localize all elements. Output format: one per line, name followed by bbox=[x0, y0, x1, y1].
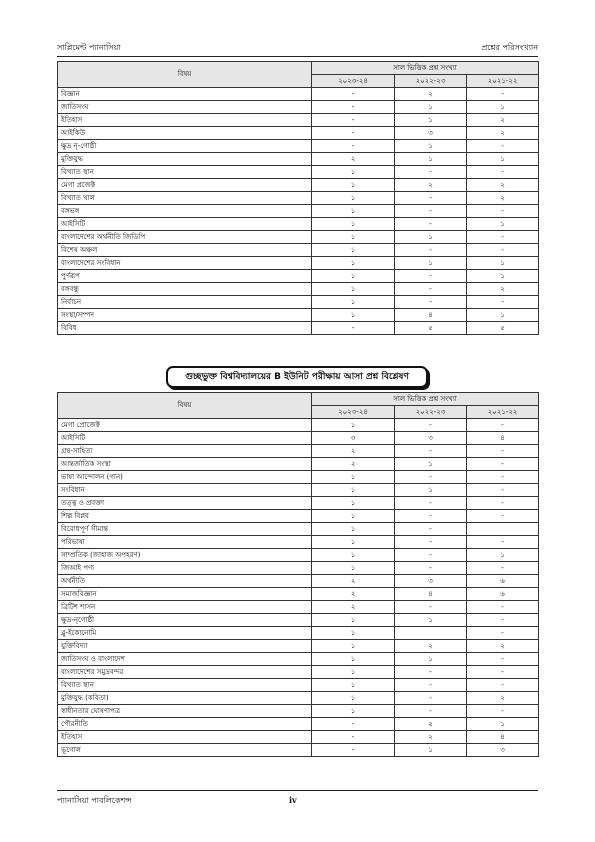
subject-cell: বিখ্যাত স্থান bbox=[58, 166, 312, 179]
count-cell: ১ bbox=[312, 523, 395, 536]
count-cell: ১ bbox=[312, 549, 395, 562]
count-cell: - bbox=[467, 166, 539, 179]
subject-cell: ক্ষুদ্র-নৃগোষ্ঠী bbox=[58, 614, 312, 627]
count-cell: ১ bbox=[312, 497, 395, 510]
table-row bbox=[58, 614, 539, 627]
count-cell: ১ bbox=[312, 296, 395, 309]
count-cell: ২ bbox=[312, 575, 395, 588]
table-row bbox=[58, 575, 539, 588]
count-cell: - bbox=[467, 562, 539, 575]
table-row bbox=[58, 244, 539, 257]
table-row bbox=[58, 309, 539, 322]
table-row bbox=[58, 270, 539, 283]
year-group-header: সাল ভিত্তিক প্রশ্ন সংখ্যা bbox=[312, 62, 539, 75]
count-cell: - bbox=[467, 679, 539, 692]
count-cell: - bbox=[467, 88, 539, 101]
subject-cell: বিখ্যাত স্থান bbox=[58, 679, 312, 692]
count-cell: ১ bbox=[395, 458, 467, 471]
count-cell: ১ bbox=[312, 205, 395, 218]
table-row bbox=[58, 497, 539, 510]
year-header: ২০২২-২৩ bbox=[395, 75, 467, 88]
count-cell: ৩ bbox=[312, 432, 395, 445]
count-cell: - bbox=[395, 601, 467, 614]
subject-cell: পুর্ণরূপ bbox=[58, 270, 312, 283]
count-cell: - bbox=[395, 205, 467, 218]
count-cell: - bbox=[467, 601, 539, 614]
table-row bbox=[58, 640, 539, 653]
count-cell: - bbox=[467, 419, 539, 432]
count-cell: - bbox=[395, 445, 467, 458]
subject-cell: বিশেষ অঞ্চল bbox=[58, 244, 312, 257]
count-cell: ২ bbox=[395, 179, 467, 192]
count-cell: ১ bbox=[312, 244, 395, 257]
count-cell: ২ bbox=[312, 601, 395, 614]
table-row bbox=[58, 231, 539, 244]
count-cell: ১ bbox=[395, 114, 467, 127]
table-row bbox=[58, 666, 539, 679]
table-row bbox=[58, 705, 539, 718]
count-cell: ১ bbox=[312, 270, 395, 283]
count-cell: ১ bbox=[312, 309, 395, 322]
subject-cell: আইসিটি bbox=[58, 218, 312, 231]
subject-cell: জাতিসংঘ ও বাংলাদেশ bbox=[58, 653, 312, 666]
count-cell: - bbox=[467, 445, 539, 458]
table-row bbox=[58, 692, 539, 705]
count-cell: - bbox=[395, 192, 467, 205]
page-header bbox=[57, 42, 538, 56]
count-cell: ১ bbox=[395, 257, 467, 270]
subject-cell: বঙ্গভঙ্গ bbox=[58, 205, 312, 218]
subject-cell: মেগা প্রোজেক্ট bbox=[58, 419, 312, 432]
subject-cell: বঙ্গবন্ধু bbox=[58, 283, 312, 296]
count-cell: ৫ bbox=[395, 322, 467, 335]
subject-cell: ইতিহাস bbox=[58, 731, 312, 744]
subject-cell: বিবিধ bbox=[58, 322, 312, 335]
count-cell: ৫ bbox=[395, 718, 467, 731]
year-header: ২০২৩-২৪ bbox=[312, 406, 395, 419]
subject-cell: মুক্তিযুদ্ধ bbox=[58, 153, 312, 166]
section-banner: গুচ্ছভুক্ত বিশ্ববিদ্যালয়ের B ইউনিট পরীক্ষায় আসা প্রশ্ন বিশ্লেষণ bbox=[166, 366, 428, 388]
count-cell: - bbox=[395, 679, 467, 692]
subject-cell: ক্ষুদ্র নৃ-গোষ্ঠী bbox=[58, 140, 312, 153]
table-row bbox=[58, 179, 539, 192]
count-cell: ১ bbox=[312, 692, 395, 705]
count-cell: ৬ bbox=[467, 588, 539, 601]
table-row bbox=[58, 114, 539, 127]
subject-cell: সাম্প্রতিক (জাহাজ অপহরণ) bbox=[58, 549, 312, 562]
count-cell: - bbox=[395, 283, 467, 296]
subject-cell: অর্থনীতি bbox=[58, 575, 312, 588]
table-row bbox=[58, 484, 539, 497]
subject-cell: ইতিহাস bbox=[58, 114, 312, 127]
table-row bbox=[58, 257, 539, 270]
count-cell: - bbox=[467, 458, 539, 471]
count-cell: - bbox=[467, 653, 539, 666]
count-cell: ২ bbox=[312, 153, 395, 166]
count-cell: ১ bbox=[312, 666, 395, 679]
count-cell: ২ bbox=[395, 640, 467, 653]
count-cell: - bbox=[467, 231, 539, 244]
subject-cell: পরিভাষা bbox=[58, 536, 312, 549]
table-row bbox=[58, 601, 539, 614]
count-cell: ১ bbox=[467, 718, 539, 731]
table-row bbox=[58, 432, 539, 445]
count-cell: - bbox=[467, 140, 539, 153]
count-cell: ১ bbox=[467, 257, 539, 270]
subject-cell: ভাষা আন্দোলন (গান) bbox=[58, 471, 312, 484]
subject-cell: আন্তর্জাতিক সংস্থা bbox=[58, 458, 312, 471]
count-cell: ৩ bbox=[395, 127, 467, 140]
count-cell: - bbox=[467, 205, 539, 218]
subject-cell: বিজ্ঞান bbox=[58, 88, 312, 101]
table-row bbox=[58, 744, 539, 757]
count-cell: - bbox=[395, 536, 467, 549]
table-row bbox=[58, 127, 539, 140]
count-cell: ১ bbox=[312, 640, 395, 653]
count-cell: - bbox=[312, 744, 395, 757]
subject-cell: সংস্থা/সম্পদ bbox=[58, 309, 312, 322]
subject-cell: ব্লু-ইকোনোমি bbox=[58, 627, 312, 640]
table-row bbox=[58, 627, 539, 640]
count-cell: ২ bbox=[467, 127, 539, 140]
count-cell: ১ bbox=[467, 101, 539, 114]
count-cell: ৪ bbox=[467, 731, 539, 744]
count-cell: - bbox=[312, 88, 395, 101]
subject-cell: ব্রিটিশ শাসন bbox=[58, 601, 312, 614]
header-right-title: প্রশ্নের পরিসংখ্যান bbox=[481, 43, 538, 52]
subject-cell: বাংলাদেশের অর্থনীতি জিডিপি bbox=[58, 231, 312, 244]
table-row bbox=[58, 588, 539, 601]
count-cell: - bbox=[395, 549, 467, 562]
subject-header: বিষয় bbox=[58, 62, 312, 88]
count-cell: ৬ bbox=[467, 575, 539, 588]
publisher-name: প্যানাসিয়া পাবলিকেশন্স bbox=[57, 796, 132, 805]
count-cell: ৩ bbox=[395, 432, 467, 445]
table-row bbox=[58, 562, 539, 575]
count-cell: ২ bbox=[467, 640, 539, 653]
subject-cell: বিখ্যাত খাল bbox=[58, 192, 312, 205]
count-cell: ১ bbox=[395, 653, 467, 666]
header-left-title: সাপ্লিমেন্ট প্যানাসিয়া bbox=[57, 43, 121, 52]
count-cell: ২ bbox=[467, 692, 539, 705]
subject-cell: জাতিসংঘ bbox=[58, 101, 312, 114]
question-stats-table-1 bbox=[57, 61, 539, 335]
count-cell: ১ bbox=[467, 270, 539, 283]
table-row bbox=[58, 536, 539, 549]
table-row bbox=[58, 679, 539, 692]
count-cell: ১ bbox=[395, 744, 467, 757]
count-cell: ২ bbox=[312, 588, 395, 601]
year-header: ২০২১-২২ bbox=[467, 406, 539, 419]
count-cell: ১ bbox=[395, 153, 467, 166]
count-cell: ২ bbox=[395, 88, 467, 101]
count-cell: ২ bbox=[467, 179, 539, 192]
footer-rule bbox=[57, 790, 538, 791]
count-cell: ২ bbox=[467, 283, 539, 296]
subject-cell: সংবিধান bbox=[58, 484, 312, 497]
count-cell: ১ bbox=[312, 471, 395, 484]
table-row bbox=[58, 205, 539, 218]
question-stats-table-2 bbox=[57, 392, 539, 757]
subject-cell: আইসিটি bbox=[58, 432, 312, 445]
count-cell: - bbox=[312, 718, 395, 731]
count-cell: ১ bbox=[395, 101, 467, 114]
subject-cell: স্বাধীনতার ঘোষণাপত্র bbox=[58, 705, 312, 718]
count-cell: - bbox=[395, 705, 467, 718]
table-row bbox=[58, 101, 539, 114]
table-row bbox=[58, 549, 539, 562]
count-cell: - bbox=[467, 296, 539, 309]
table-row bbox=[58, 419, 539, 432]
subject-cell: গ্রন্থ-সাহিত্য bbox=[58, 445, 312, 458]
count-cell: - bbox=[395, 419, 467, 432]
table-row bbox=[58, 471, 539, 484]
header-rule bbox=[57, 56, 538, 57]
count-cell: - bbox=[312, 322, 395, 335]
subject-cell: বিরোধপূর্ণ সীমান্ত bbox=[58, 523, 312, 536]
count-cell: ১ bbox=[312, 536, 395, 549]
count-cell: ১ bbox=[395, 231, 467, 244]
count-cell: - bbox=[467, 484, 539, 497]
count-cell: ১ bbox=[312, 283, 395, 296]
count-cell: ১ bbox=[312, 510, 395, 523]
subject-cell: আইকিউ bbox=[58, 127, 312, 140]
count-cell: - bbox=[395, 218, 467, 231]
count-cell: - bbox=[467, 536, 539, 549]
subject-cell: জিআই পণ্য bbox=[58, 562, 312, 575]
table-row bbox=[58, 140, 539, 153]
table-row bbox=[58, 718, 539, 731]
count-cell: ৪ bbox=[395, 588, 467, 601]
count-cell: ১ bbox=[312, 627, 395, 640]
count-cell: - bbox=[312, 731, 395, 744]
subject-cell: তত্ত্ব ও প্রবক্তা bbox=[58, 497, 312, 510]
subject-cell: সমাজবিজ্ঞান bbox=[58, 588, 312, 601]
table-row bbox=[58, 458, 539, 471]
count-cell: - bbox=[467, 510, 539, 523]
table-row bbox=[58, 523, 539, 536]
count-cell: ১ bbox=[312, 257, 395, 270]
count-cell: ২ bbox=[467, 192, 539, 205]
count-cell: ৪ bbox=[467, 432, 539, 445]
count-cell: ৩ bbox=[395, 575, 467, 588]
count-cell: ১ bbox=[312, 614, 395, 627]
count-cell: - bbox=[395, 523, 467, 536]
count-cell: ১ bbox=[312, 419, 395, 432]
count-cell: - bbox=[312, 101, 395, 114]
table-row bbox=[58, 445, 539, 458]
count-cell: ১ bbox=[312, 484, 395, 497]
count-cell: - bbox=[312, 127, 395, 140]
count-cell: ১ bbox=[312, 166, 395, 179]
count-cell: ৫ bbox=[467, 322, 539, 335]
subject-cell: ভূগোল bbox=[58, 744, 312, 757]
count-cell: - bbox=[395, 166, 467, 179]
table-row bbox=[58, 653, 539, 666]
table-row bbox=[58, 88, 539, 101]
count-cell: - bbox=[312, 114, 395, 127]
table-row bbox=[58, 153, 539, 166]
count-cell: - bbox=[467, 705, 539, 718]
subject-header: বিষয় bbox=[58, 393, 312, 419]
count-cell: ৪ bbox=[395, 309, 467, 322]
count-cell: - bbox=[395, 296, 467, 309]
count-cell: ২ bbox=[312, 445, 395, 458]
count-cell: ৩ bbox=[467, 744, 539, 757]
table-row bbox=[58, 322, 539, 335]
count-cell: - bbox=[467, 244, 539, 257]
table-row bbox=[58, 510, 539, 523]
subject-cell: নির্বাচন bbox=[58, 296, 312, 309]
count-cell: - bbox=[467, 666, 539, 679]
count-cell: ১ bbox=[312, 218, 395, 231]
year-group-header: সাল ভিত্তিক প্রশ্ন সংখ্যা bbox=[312, 393, 539, 406]
year-header: ২০২৩-২৪ bbox=[312, 75, 395, 88]
count-cell: ১ bbox=[312, 562, 395, 575]
count-cell: - bbox=[467, 497, 539, 510]
count-cell: ১ bbox=[312, 179, 395, 192]
count-cell: - bbox=[395, 562, 467, 575]
count-cell: - bbox=[467, 614, 539, 627]
subject-cell: পৌরনীতি bbox=[58, 718, 312, 731]
count-cell: - bbox=[312, 140, 395, 153]
page-number: iv bbox=[289, 795, 297, 805]
count-cell: - bbox=[395, 497, 467, 510]
count-cell: ১ bbox=[395, 614, 467, 627]
table-row bbox=[58, 731, 539, 744]
count-cell: ১ bbox=[312, 192, 395, 205]
subject-cell: বাংলাদেশের সমুদ্রবন্দর bbox=[58, 666, 312, 679]
subject-cell: বাংলাদেশের সংবিধান bbox=[58, 257, 312, 270]
count-cell: ১ bbox=[312, 705, 395, 718]
subject-cell: মেগা প্রজেক্ট bbox=[58, 179, 312, 192]
count-cell: ১ bbox=[312, 679, 395, 692]
table-row bbox=[58, 218, 539, 231]
count-cell: ১ bbox=[467, 153, 539, 166]
year-header: ২০২১-২২ bbox=[467, 75, 539, 88]
count-cell: - bbox=[467, 627, 539, 640]
subject-cell: মুক্তিযুদ্ধ (কবিতা) bbox=[58, 692, 312, 705]
year-header: ২০২২-২৩ bbox=[395, 406, 467, 419]
count-cell: - bbox=[395, 510, 467, 523]
subject-cell: যুক্তিবিদ্যা bbox=[58, 640, 312, 653]
count-cell: - bbox=[395, 692, 467, 705]
count-cell: ১ bbox=[467, 549, 539, 562]
subject-cell: শিল্প বিপ্লব bbox=[58, 510, 312, 523]
count-cell: ২ bbox=[312, 458, 395, 471]
count-cell: - bbox=[467, 471, 539, 484]
count-cell: ২ bbox=[395, 731, 467, 744]
count-cell: - bbox=[395, 244, 467, 257]
count-cell bbox=[467, 523, 539, 536]
count-cell: ১ bbox=[312, 653, 395, 666]
count-cell: - bbox=[395, 666, 467, 679]
count-cell: ১ bbox=[395, 484, 467, 497]
table-row bbox=[58, 296, 539, 309]
count-cell: - bbox=[395, 471, 467, 484]
count-cell bbox=[395, 627, 467, 640]
table-row bbox=[58, 283, 539, 296]
count-cell: ১ bbox=[312, 231, 395, 244]
count-cell: ২ bbox=[467, 114, 539, 127]
count-cell: ১ bbox=[395, 140, 467, 153]
table-row bbox=[58, 192, 539, 205]
count-cell: ১ bbox=[467, 309, 539, 322]
table-row bbox=[58, 166, 539, 179]
count-cell: - bbox=[395, 270, 467, 283]
count-cell: ১ bbox=[467, 218, 539, 231]
